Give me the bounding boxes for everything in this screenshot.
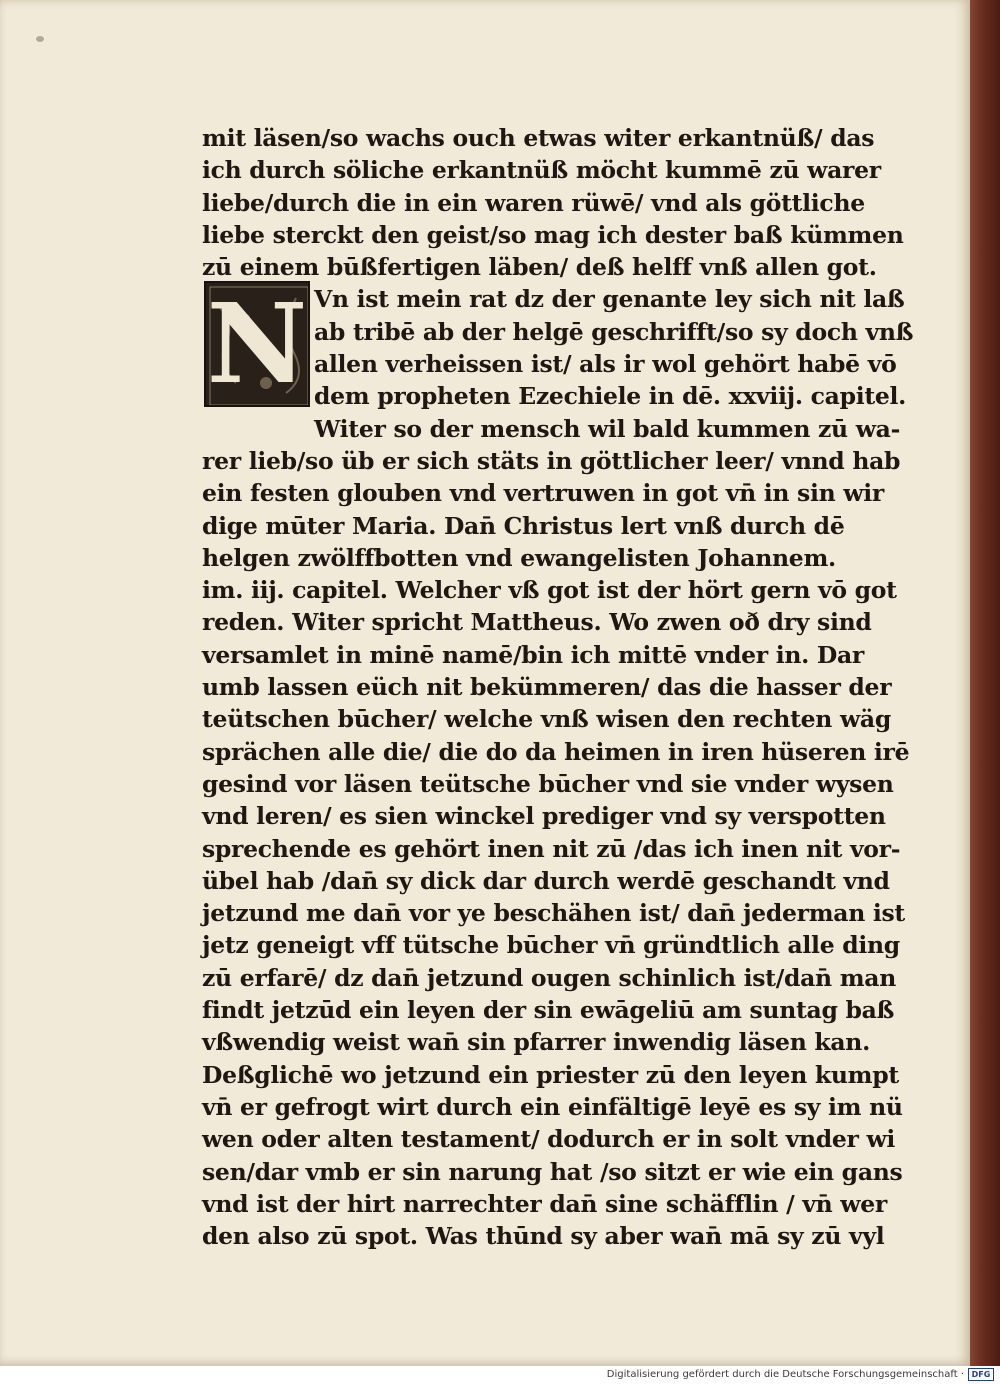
book-binding-edge xyxy=(968,0,1000,1366)
funding-credit: Digitalisierung gefördert durch die Deutsche Forschungsgemeinschaft · xyxy=(606,1369,964,1380)
initial-letter: N xyxy=(206,281,308,407)
text-line: mit läsen/so wachs ouch etwas witer erkantnüß/ das xyxy=(202,124,875,152)
paper-spot xyxy=(36,36,44,42)
text-line: jetzund me dan̄ vor ye beschähen ist/ dan̄ jederman ist xyxy=(202,899,905,928)
text-line: vn̄ er gefrogt wirt durch ein einfältigē leyē es sy im nü xyxy=(202,1092,903,1121)
text-line: findt jetzūd ein leyen der sin ewāgeliū am suntag baß xyxy=(202,996,895,1025)
text-line: vnd ist der hirt narrechter dan̄ sine schäfflin / vn̄ wer xyxy=(202,1189,887,1218)
text-line: gesind vor läsen teütsche būcher vnd sie vnder wysen xyxy=(202,769,894,798)
text-line: helgen zwölffbotten vnd ewangelisten Johannem. xyxy=(202,543,836,572)
text-line: rer lieb/so üb er sich stäts in göttlicher leer/ vnnd hab xyxy=(202,446,901,475)
text-line: liebe sterckt den geist/so mag ich dester baß kümmen xyxy=(202,220,904,249)
text-line: wen oder alten testament/ dodurch er in solt vnder wi xyxy=(202,1125,896,1154)
text-line: vnd leren/ es sien winckel prediger vnd sy verspotten xyxy=(202,802,886,831)
text-line: im. iij. capitel. Welcher vß got ist der hört gern vō got xyxy=(202,576,897,605)
text-line: sprechende es gehört inen nit zū /das ich inen nit vor- xyxy=(202,834,901,863)
text-line: Deßglichē wo jetzund ein priester zū den leyen kumpt xyxy=(202,1060,899,1089)
text-line: zū erfarē/ dz dan̄ jetzund ougen schinlich ist/dan̄ man xyxy=(202,963,896,992)
text-line: sprächen alle die/ die do da heimen in iren hüseren irē xyxy=(202,737,910,766)
body-text xyxy=(202,122,922,1252)
text-line: dem propheten Ezechiele in dē. xxviij. capitel. xyxy=(314,382,907,411)
text-line: den also zū spot. Was thūnd sy aber wan̄ mā sy zū vyl xyxy=(202,1222,885,1251)
text-line: dige mūter Maria. Dan̄ Christus lert vnß durch dē xyxy=(202,511,845,540)
text-line: zū einem būßfertigen läben/ deß helff vnß allen got. xyxy=(202,253,877,282)
text-line: allen verheissen ist/ als ir wol gehört habē vō xyxy=(314,350,897,379)
text-line: vßwendig weist wan̄ sin pfarrer inwendig läsen kan. xyxy=(202,1028,870,1057)
text-line: ich durch söliche erkantnüß möcht kummē zū warer xyxy=(202,156,881,185)
text-line: Vn ist mein rat dz der genante ley sich nit laß xyxy=(314,285,905,314)
text-line: ab tribē ab der helgē geschrifft/so sy doch vnß xyxy=(314,317,914,346)
text-line: übel hab /dan̄ sy dick dar durch werdē geschandt vnd xyxy=(202,866,890,895)
text-line: umb lassen eüch nit bekümmeren/ das die hasser der xyxy=(202,673,892,702)
text-line: reden. Witer spricht Mattheus. Wo zwen oð dry sind xyxy=(202,608,872,637)
text-line: ein festen glouben vnd vertruwen in got vn̄ in sin wir xyxy=(202,479,884,508)
footer-bar xyxy=(0,1366,1000,1384)
text-line: sen/dar vmb er sin narung hat /so sitzt er wie ein gans xyxy=(202,1157,903,1186)
text-line: versamlet in minē namē/bin ich mittē vnder in. Dar xyxy=(202,640,864,669)
dfg-logo[interactable]: DFG xyxy=(968,1368,994,1381)
text-line: jetz geneigt vff tütsche būcher vn̄ gründtlich alle ding xyxy=(202,931,900,960)
text-line: Witer so der mensch wil bald kummen zū wa- xyxy=(314,414,901,443)
text-line: teütschen būcher/ welche vnß wisen den rechten wäg xyxy=(202,705,891,734)
text-line: liebe/durch die in ein waren rüwē/ vnd als göttliche xyxy=(202,188,865,217)
